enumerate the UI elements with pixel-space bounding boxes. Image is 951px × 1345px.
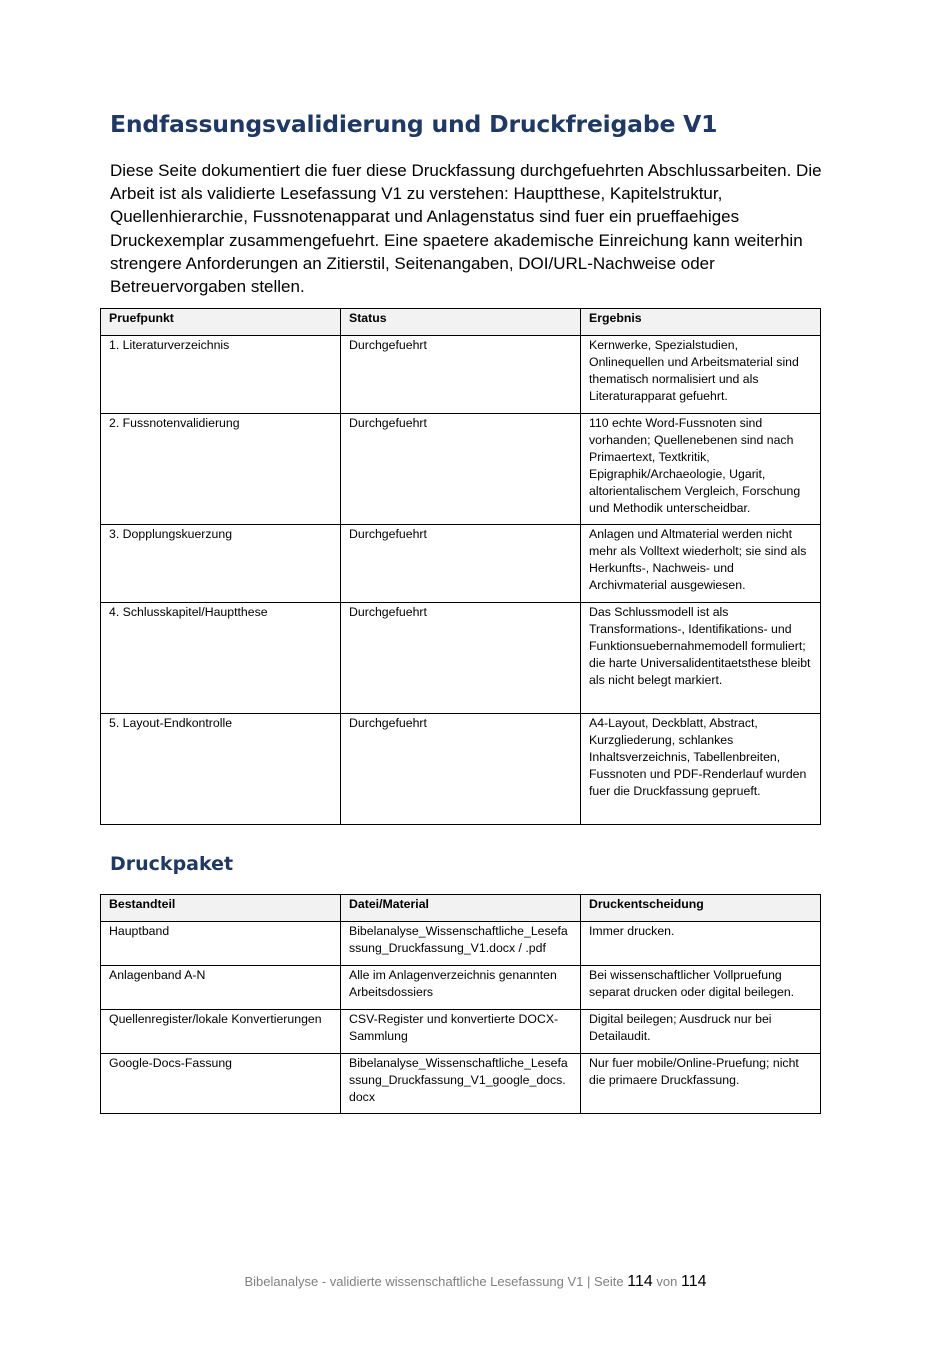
table-row	[101, 414, 821, 525]
table-cell: Durchgefuehrt	[341, 714, 581, 825]
table-cell: Durchgefuehrt	[341, 336, 581, 414]
column-header: Status	[341, 309, 581, 336]
table-cell: Durchgefuehrt	[341, 414, 581, 525]
print-package-table	[100, 894, 821, 1114]
table-cell: CSV-Register und konvertierte DOCX-Sammlung	[341, 1010, 581, 1054]
table-row	[101, 525, 821, 603]
page-number: 114	[627, 1273, 653, 1290]
table-cell: Bei wissenschaftlicher Vollpruefung separat drucken oder digital beilegen.	[581, 966, 821, 1010]
table-cell: Durchgefuehrt	[341, 525, 581, 603]
table-row	[101, 1054, 821, 1114]
table-cell: 3. Dopplungskuerzung	[101, 525, 341, 603]
table-cell: Anlagen und Altmaterial werden nicht mehr als Volltext wiederholt; sie sind als Herkunfts-, Nachweis- und Archivmaterial ausgewiesen.	[581, 525, 821, 603]
page-title: Endfassungsvalidierung und Druckfreigabe V1	[110, 110, 718, 138]
table-cell: Alle im Anlagenverzeichnis genannten Arbeitsdossiers	[341, 966, 581, 1010]
intro-paragraph: Diese Seite dokumentiert die fuer diese Druckfassung durchgefuehrten Abschlussarbeiten. Die Arbeit ist als validierte Lesefassung V1 zu verstehen: Hauptthese, Kapitelstruktur, Quellenhierarchie, Fussnotenapparat und Anlagenstatus sind fuer ein prueffaehiges Druckexemplar zusammengefuehrt. Eine spaetere akademische Einreichung kann weiterhin strengere Anforderungen an Zitierstil, Seitenangaben, DOI/URL-Nachweise oder Betreuervorgaben stellen.	[110, 161, 822, 297]
table-cell: Das Schlussmodell ist als Transformations-, Identifikations- und Funktionsuebernahmemodell formuliert; die harte Universalidentitaetsthese bleibt als nicht belegt markiert.	[581, 603, 821, 714]
column-header: Pruefpunkt	[101, 309, 341, 336]
table-cell: 110 echte Word-Fussnoten sind vorhanden; Quellenebenen sind nach Primaertext, Textkritik, Epigraphik/Archaeologie, Ugarit, altorientalischem Vergleich, Forschung und Methodik unterscheidbar.	[581, 414, 821, 525]
total-pages: 114	[680, 1273, 707, 1290]
table-row	[101, 336, 821, 414]
table-cell: Quellenregister/lokale Konvertierungen	[101, 1010, 341, 1054]
table-row	[101, 922, 821, 966]
column-header: Ergebnis	[581, 309, 821, 336]
column-header: Druckentscheidung	[581, 895, 821, 922]
table-cell: Kernwerke, Spezialstudien, Onlinequellen und Arbeitsmaterial sind thematisch normalisiert und als Literaturapparat gefuehrt.	[581, 336, 821, 414]
table-row	[101, 1010, 821, 1054]
table-cell: 5. Layout-Endkontrolle	[101, 714, 341, 825]
table-cell: 2. Fussnotenvalidierung	[101, 414, 341, 525]
table-row	[101, 966, 821, 1010]
table-row	[101, 714, 821, 825]
page-footer	[0, 1273, 951, 1291]
table-cell: A4-Layout, Deckblatt, Abstract, Kurzgliederung, schlankes Inhaltsverzeichnis, Tabellenbreiten, Fussnoten und PDF-Renderlauf wurden fuer die Druckfassung geprueft.	[581, 714, 821, 825]
table-header-row	[101, 895, 821, 922]
table-cell: Digital beilegen; Ausdruck nur bei Detailaudit.	[581, 1010, 821, 1054]
validation-table	[100, 308, 821, 825]
table-cell: 1. Literaturverzeichnis	[101, 336, 341, 414]
table-cell: Bibelanalyse_Wissenschaftliche_Lesefassung_Druckfassung_V1_google_docs.docx	[341, 1054, 581, 1114]
table-cell: Hauptband	[101, 922, 341, 966]
table-cell: Nur fuer mobile/Online-Pruefung; nicht die primaere Druckfassung.	[581, 1054, 821, 1114]
table-cell: Durchgefuehrt	[341, 603, 581, 714]
table-cell: Anlagenband A-N	[101, 966, 341, 1010]
footer-text: Bibelanalyse - validierte wissenschaftliche Lesefassung V1 | Seite	[244, 1274, 624, 1289]
table-cell: 4. Schlusskapitel/Hauptthese	[101, 603, 341, 714]
column-header: Bestandteil	[101, 895, 341, 922]
footer-of: von	[656, 1274, 678, 1289]
table-header-row	[101, 309, 821, 336]
table-cell: Bibelanalyse_Wissenschaftliche_Lesefassung_Druckfassung_V1.docx / .pdf	[341, 922, 581, 966]
section-heading: Druckpaket	[110, 853, 234, 875]
column-header: Datei/Material	[341, 895, 581, 922]
table-cell: Immer drucken.	[581, 922, 821, 966]
table-row	[101, 603, 821, 714]
table-cell: Google-Docs-Fassung	[101, 1054, 341, 1114]
